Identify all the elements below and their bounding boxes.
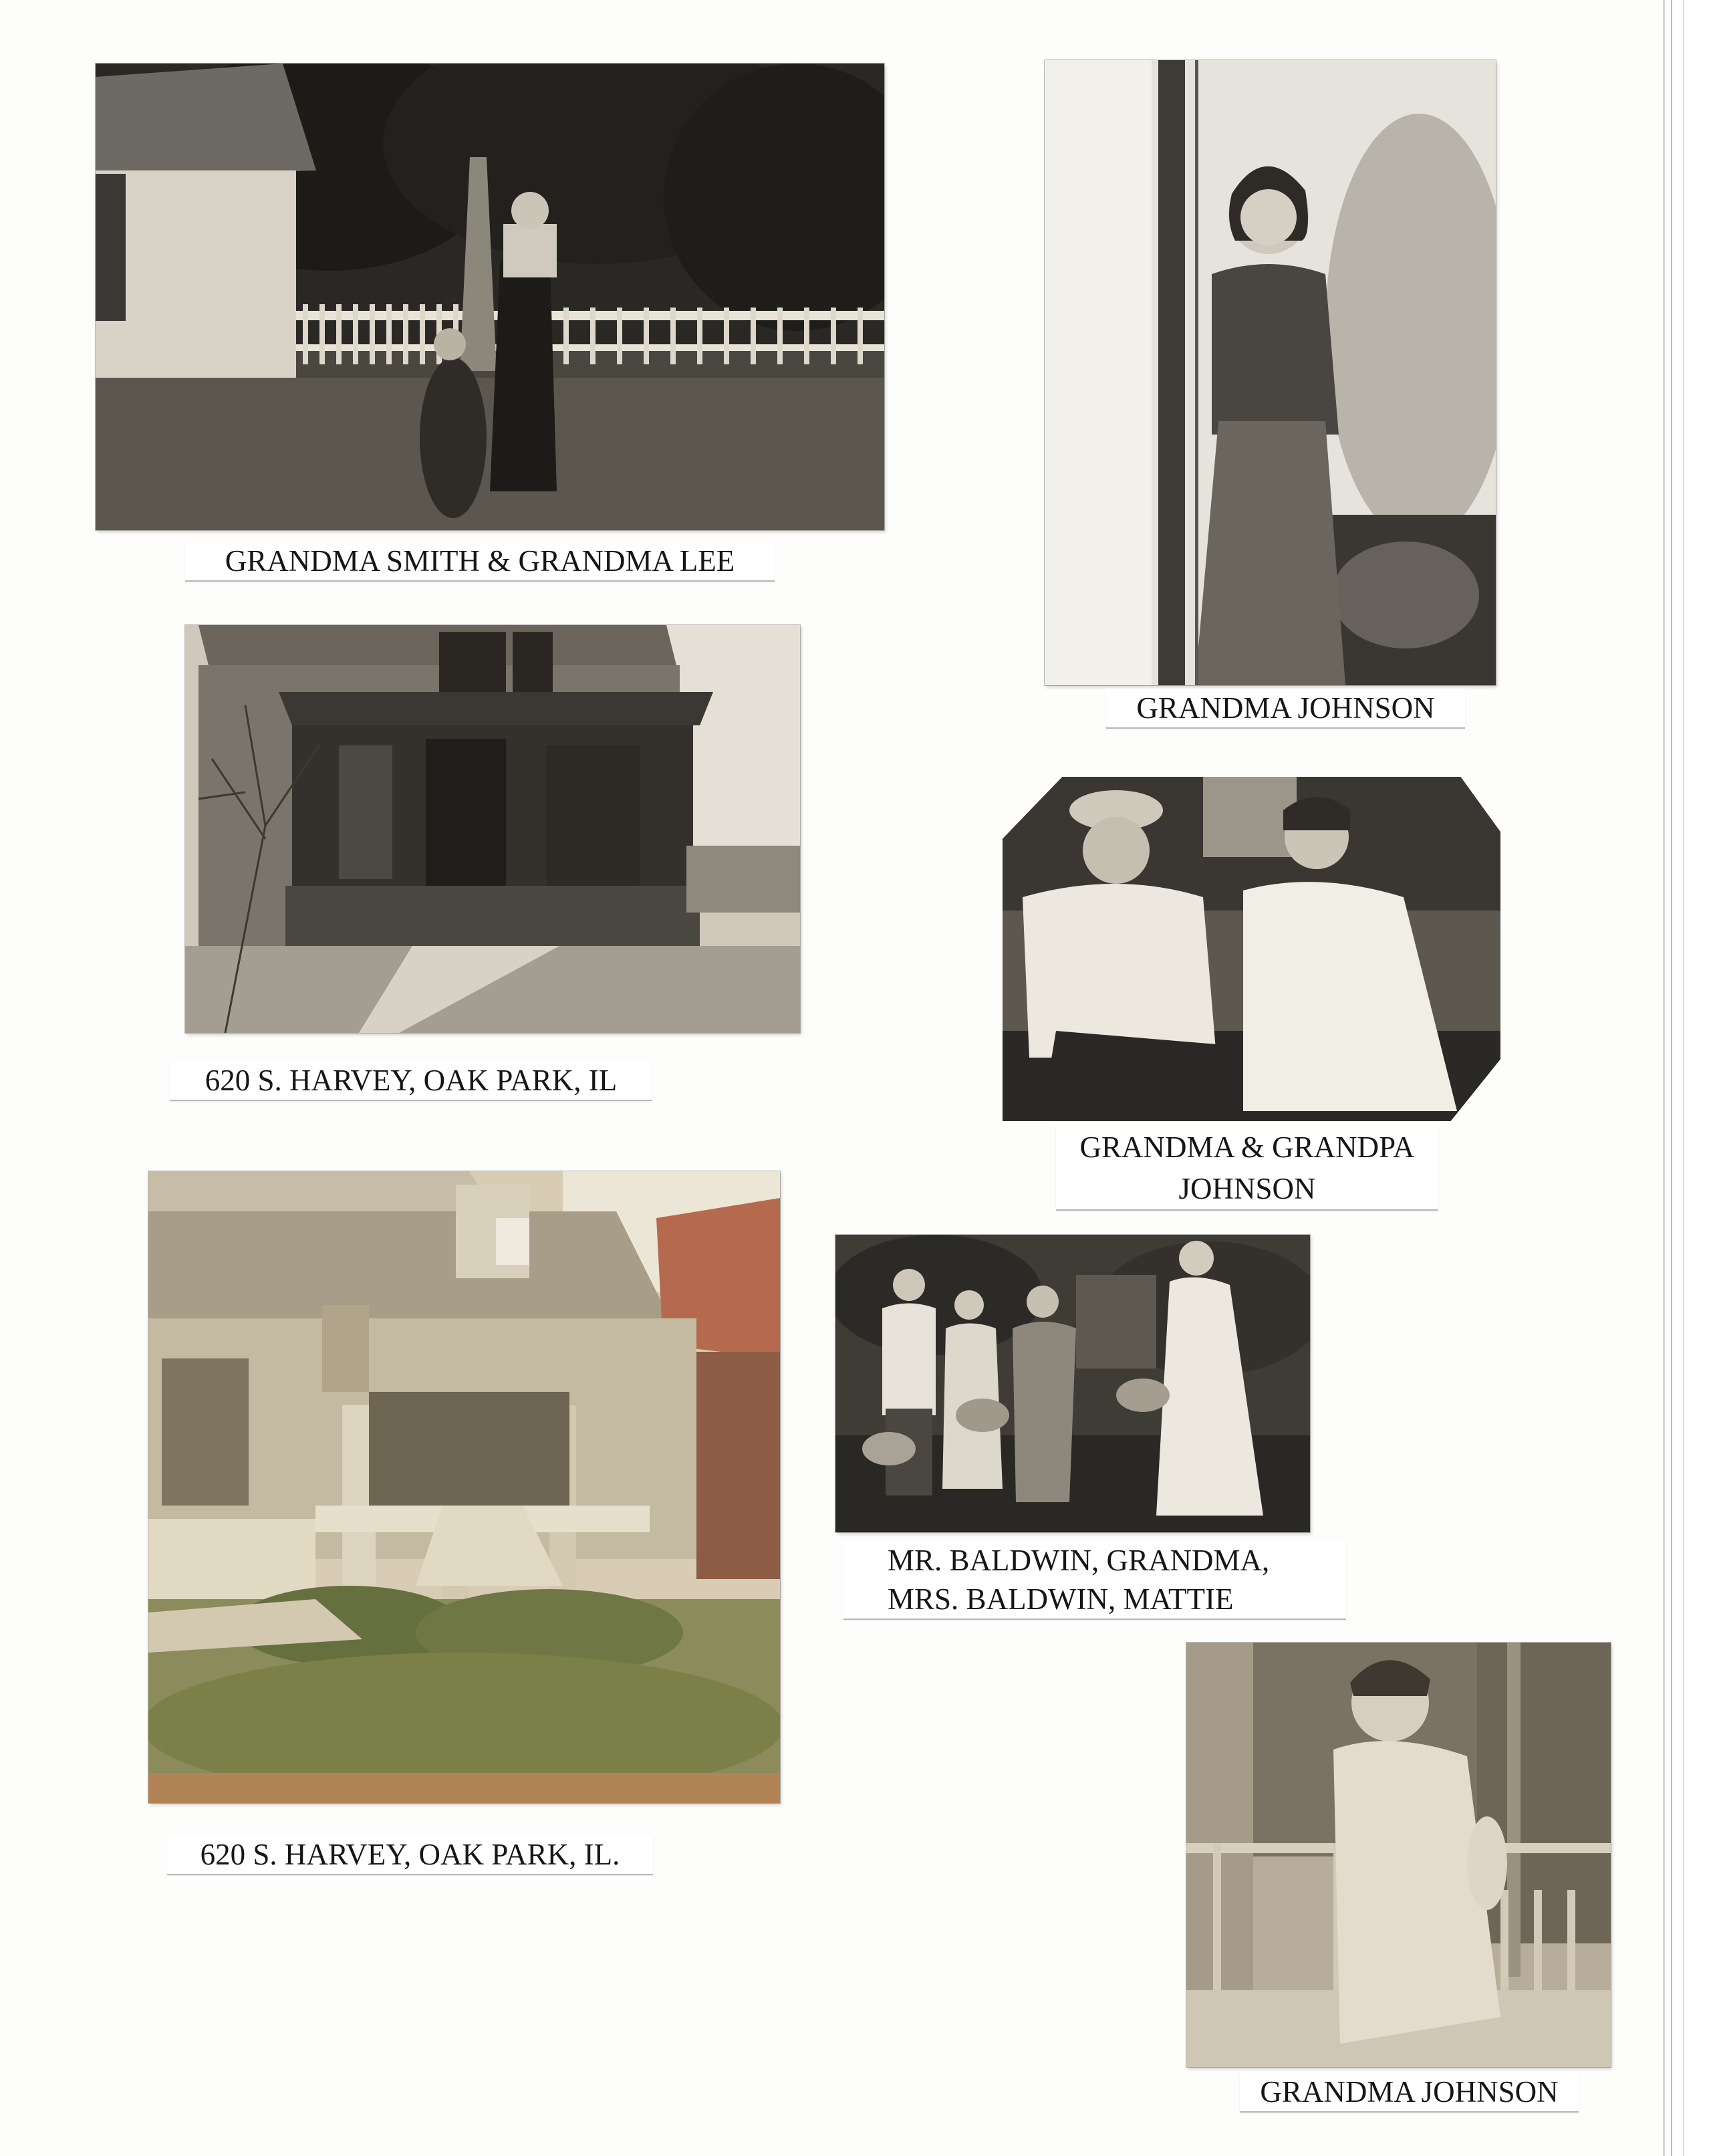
page-edge <box>1671 0 1672 2156</box>
caption-house-color: 620 S. HARVEY, OAK PARK, IL. <box>167 1835 653 1875</box>
caption-grandma-johnson-porch: GRANDMA JOHNSON <box>1240 2072 1579 2113</box>
caption-line-1: GRANDMA & GRANDPA <box>1079 1130 1415 1164</box>
photo-baldwins-garden <box>835 1235 1310 1532</box>
photo-grandma-johnson-portrait <box>1045 60 1496 685</box>
page-edge <box>1663 0 1665 2156</box>
caption-house-porch: 620 S. HARVEY, OAK PARK, IL <box>170 1061 652 1101</box>
caption-line-2: MRS. BALDWIN, MATTIE <box>888 1582 1234 1616</box>
photo-house-color <box>148 1171 780 1803</box>
caption-grandma-smith-lee: GRANDMA SMITH & GRANDMA LEE <box>185 542 775 582</box>
photo-grandma-smith-lee <box>96 64 884 530</box>
caption-grandma-grandpa-johnson <box>1056 1126 1438 1211</box>
caption-baldwins-garden <box>843 1541 1346 1620</box>
photo-grandma-johnson-porch <box>1186 1643 1611 2067</box>
photo-grandma-grandpa-johnson <box>1003 777 1500 1121</box>
caption-line-1: MR. BALDWIN, GRANDMA, <box>888 1544 1270 1577</box>
photo-house-porch <box>185 625 800 1033</box>
caption-line-2: JOHNSON <box>1178 1172 1316 1205</box>
caption-grandma-johnson-portrait: GRANDMA JOHNSON <box>1106 689 1465 729</box>
page-edge <box>1683 0 1684 2156</box>
